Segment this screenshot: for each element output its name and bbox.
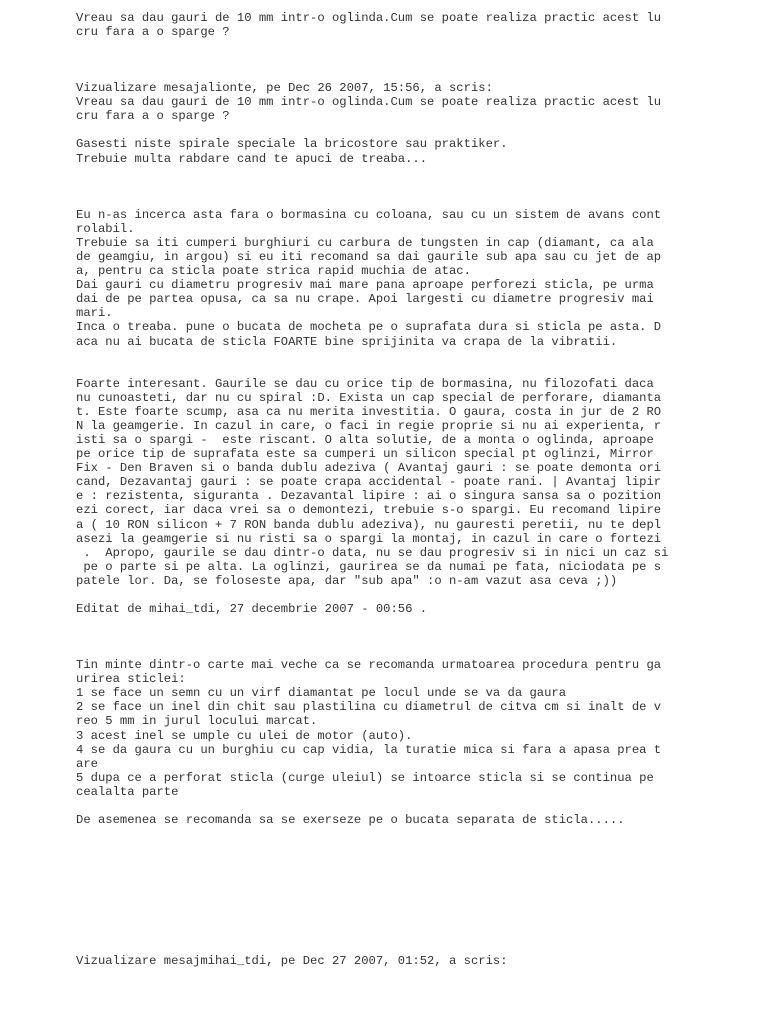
text-line: Inca o treaba. pune o bucata de mocheta pe o suprafata dura si sticla pe asta. D bbox=[76, 320, 662, 335]
text-line: Vizualizare mesajmihai_tdi, pe Dec 27 2007, 01:52, a scris: bbox=[76, 954, 508, 969]
text-line: 4 se da gaura cu un burghiu cu cap vidia, la turatie mica si fara a apasa prea t bbox=[76, 742, 662, 757]
text-line: Trebuie multa rabdare cand te apuci de treaba... bbox=[76, 151, 428, 166]
text-line: mari. bbox=[76, 306, 113, 321]
text-line: . Apropo, gaurile se dau dintr-o data, nu se dau progresiv si in nici un caz si bbox=[76, 545, 669, 560]
text-line: cru fara a o sparge ? bbox=[76, 25, 230, 40]
post-block bbox=[76, 137, 756, 165]
text-line: Fix - Den Braven si o banda dublu adeziva ( Avantaj gauri : se poate demonta ori bbox=[76, 461, 662, 476]
text-line: isti sa o spargi - este riscant. O alta solutie, de a monta o oglinda, aproape bbox=[76, 432, 654, 447]
post-block bbox=[76, 81, 756, 123]
post-block bbox=[76, 208, 756, 349]
post-block bbox=[76, 813, 756, 827]
text-line: Vreau sa dau gauri de 10 mm intr-o oglinda.Cum se poate realiza practic acest lu bbox=[76, 11, 662, 25]
text-line: Foarte interesant. Gaurile se dau cu orice tip de bormasina, nu filozofati daca bbox=[76, 376, 654, 391]
post-block bbox=[76, 954, 756, 968]
text-line: de geamgiu, in argou) si eu iti recomand sa dai gaurile sub apa sau cu jet de ap bbox=[76, 249, 662, 264]
text-line: urirea sticlei: bbox=[76, 672, 186, 687]
post-block bbox=[76, 11, 756, 39]
text-line: a ( 10 RON silicon + 7 RON banda dublu adeziva), nu gauresti peretii, nu te depl bbox=[76, 517, 662, 532]
text-line: Vizualizare mesajalionte, pe Dec 26 2007, 15:56, a scris: bbox=[76, 81, 493, 96]
text-line: a, pentru ca sticla poate strica rapid muchia de atac. bbox=[76, 264, 471, 279]
text-line: Dai gauri cu diametru progresiv mai mare pana aproape perforezi sticla, pe urma bbox=[76, 278, 654, 293]
text-line: Editat de mihai_tdi, 27 decembrie 2007 - 00:56 . bbox=[76, 602, 428, 616]
text-line: t. Este foarte scump, asa ca nu merita investitia. O gaura, costa in jur de 2 RO bbox=[76, 404, 662, 419]
text-line: dai de pe partea opusa, ca sa nu crape. Apoi largesti cu diametre progresiv mai bbox=[76, 292, 654, 307]
text-line: rolabil. bbox=[76, 221, 135, 236]
text-line: are bbox=[76, 756, 98, 771]
text-line: e : rezistenta, siguranta . Dezavantal lipire : ai o singura sansa sa o pozition bbox=[76, 489, 662, 504]
text-line: Tin minte dintr-o carte mai veche ca se recomanda urmatoarea procedura pentru ga bbox=[76, 658, 662, 673]
text-line: 5 dupa ce a perforat sticla (curge uleiul) se intoarce sticla si se continua pe bbox=[76, 770, 654, 785]
text-line: Gasesti niste spirale speciale la bricostore sau praktiker. bbox=[76, 137, 508, 152]
text-line: Eu n-as incerca asta fara o bormasina cu coloana, sau cu un sistem de avans cont bbox=[76, 207, 662, 222]
text-line: pe o parte si pe alta. La oglinzi, gaurirea se da numai pe fata, niciodata pe s bbox=[76, 559, 662, 574]
text-line: nu cunoasteti, dar nu cu spiral :D. Exista un cap special de perforare, diamanta bbox=[76, 390, 662, 405]
text-line: De asemenea se recomanda sa se exerseze pe o bucata separata de sticla..... bbox=[76, 813, 625, 828]
text-line: aca nu ai bucata de sticla FOARTE bine sprijinita va crapa de la vibratii. bbox=[76, 334, 618, 349]
text-line: Vreau sa dau gauri de 10 mm intr-o oglinda.Cum se poate realiza practic acest lu bbox=[76, 95, 662, 110]
text-line: 1 se face un semn cu un virf diamantat pe locul unde se va da gaura bbox=[76, 686, 567, 701]
text-line: 3 acest inel se umple cu ulei de motor (auto). bbox=[76, 728, 413, 743]
post-block bbox=[76, 602, 756, 616]
text-line: patele lor. Da, se foloseste apa, dar "sub apa" :o n-am vazut asa ceva ;)) bbox=[76, 573, 618, 588]
text-line: cealalta parte bbox=[76, 784, 179, 799]
text-line: cru fara a o sparge ? bbox=[76, 109, 230, 124]
text-line: 2 se face un inel din chit sau plastilina cu diametrul de citva cm si inalt de v bbox=[76, 700, 662, 715]
forum-thread-text bbox=[76, 11, 756, 968]
text-line: pe orice tip de suprafata este sa cumperi un silicon special pt oglinzi, Mirror bbox=[76, 447, 654, 462]
post-block bbox=[76, 658, 756, 799]
text-line: cand, Dezavantaj gauri : se poate crapa accidental - poate rani. | Avantaj lipir bbox=[76, 475, 662, 490]
text-line: ezi corect, iar daca vrei sa o demontezi, trebuie s-o spargi. Eu recomand lipire bbox=[76, 503, 662, 518]
text-line: N la geamgerie. In cazul in care, o faci in regie proprie si nu ai experienta, r bbox=[76, 418, 662, 433]
post-block bbox=[76, 377, 756, 588]
text-line: asezi la geamgerie si nu risti sa o spargi la montaj, in cazul in care o fortezi bbox=[76, 531, 662, 546]
text-line: Trebuie sa iti cumperi burghiuri cu carbura de tungsten in cap (diamant, ca ala bbox=[76, 235, 654, 250]
text-line: reo 5 mm in jurul locului marcat. bbox=[76, 714, 318, 729]
